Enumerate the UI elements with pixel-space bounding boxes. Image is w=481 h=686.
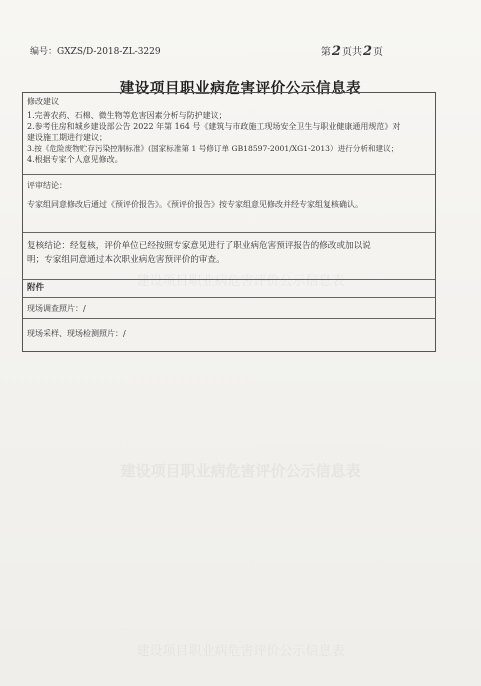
survey-photo-label: 现场调查照片：/ [27, 304, 86, 313]
recheck-conclusion-label: 复核结论： [27, 241, 70, 251]
page-number [321, 43, 383, 59]
survey-photo-section [23, 298, 435, 319]
page-mid: 页共 [341, 47, 362, 58]
recheck-conclusion-text-2: 明；专家组同意通过本次职业病危害预评价的审查。 [27, 255, 225, 265]
attachment-label: 附件 [27, 283, 45, 293]
document-title: 建设项目职业病危害评价公示信息表 [119, 80, 362, 97]
sampling-photo-section [23, 319, 435, 351]
review-conclusion-text: 专家组同意修改后通过《预评价报告》。《预评价报告》按专家组意见修改并经专家组复核确认。 [27, 200, 363, 209]
attachment-section [23, 280, 435, 298]
suggestion-item: 1.完善农药、石棉、微生物等危害因素分析与防护建议； [27, 111, 227, 120]
recheck-conclusion-text-1: 经复核，评价单位已经按照专家意见进行了职业病危害预评报告的修改或加以说 [69, 241, 371, 251]
sampling-photo-label: 现场采样、现场检测照片：/ [27, 329, 126, 338]
suggestion-item: 4.根据专家个人意见修改。 [27, 155, 123, 164]
suggestion-item: 3.按《危险废物贮存污染控制标准》(国家标准第 1 号修订单 GB18597-2001/XG1-2013）进行分析和建议； [27, 144, 399, 153]
page-current: 2 [331, 44, 341, 59]
bleed-through-text: 建设项目职业病危害评价公示信息表 [136, 644, 345, 659]
document-serial-number: 编号：GXZS/D-2018-ZL-3229 [30, 47, 161, 57]
recheck-line-1 [27, 239, 431, 253]
bleed-through-text: 建设项目职业病危害评价公示信息表 [120, 462, 361, 480]
page-total: 2 [362, 44, 372, 59]
suggestion-item: 2.参考住房和城乡建设部公告 2022 年第 164 号《建筑与市政施工现场安全卫生与职业健康通用规范》对 [27, 122, 401, 131]
suggestions-label: 修改建议 [27, 97, 59, 106]
review-conclusion-label: 评审结论： [27, 181, 67, 190]
suggestions-section [23, 93, 435, 175]
suggestion-item: 建设施工期进行建议； [27, 133, 107, 142]
bleed-through-text: 建设项目职业病危害评价公示信息表 [136, 274, 345, 289]
page-prefix: 第 [320, 47, 331, 58]
info-form-table [22, 92, 436, 352]
page-suffix: 页 [373, 47, 383, 58]
review-conclusion-section [23, 175, 435, 233]
recheck-conclusion-section [23, 233, 435, 280]
